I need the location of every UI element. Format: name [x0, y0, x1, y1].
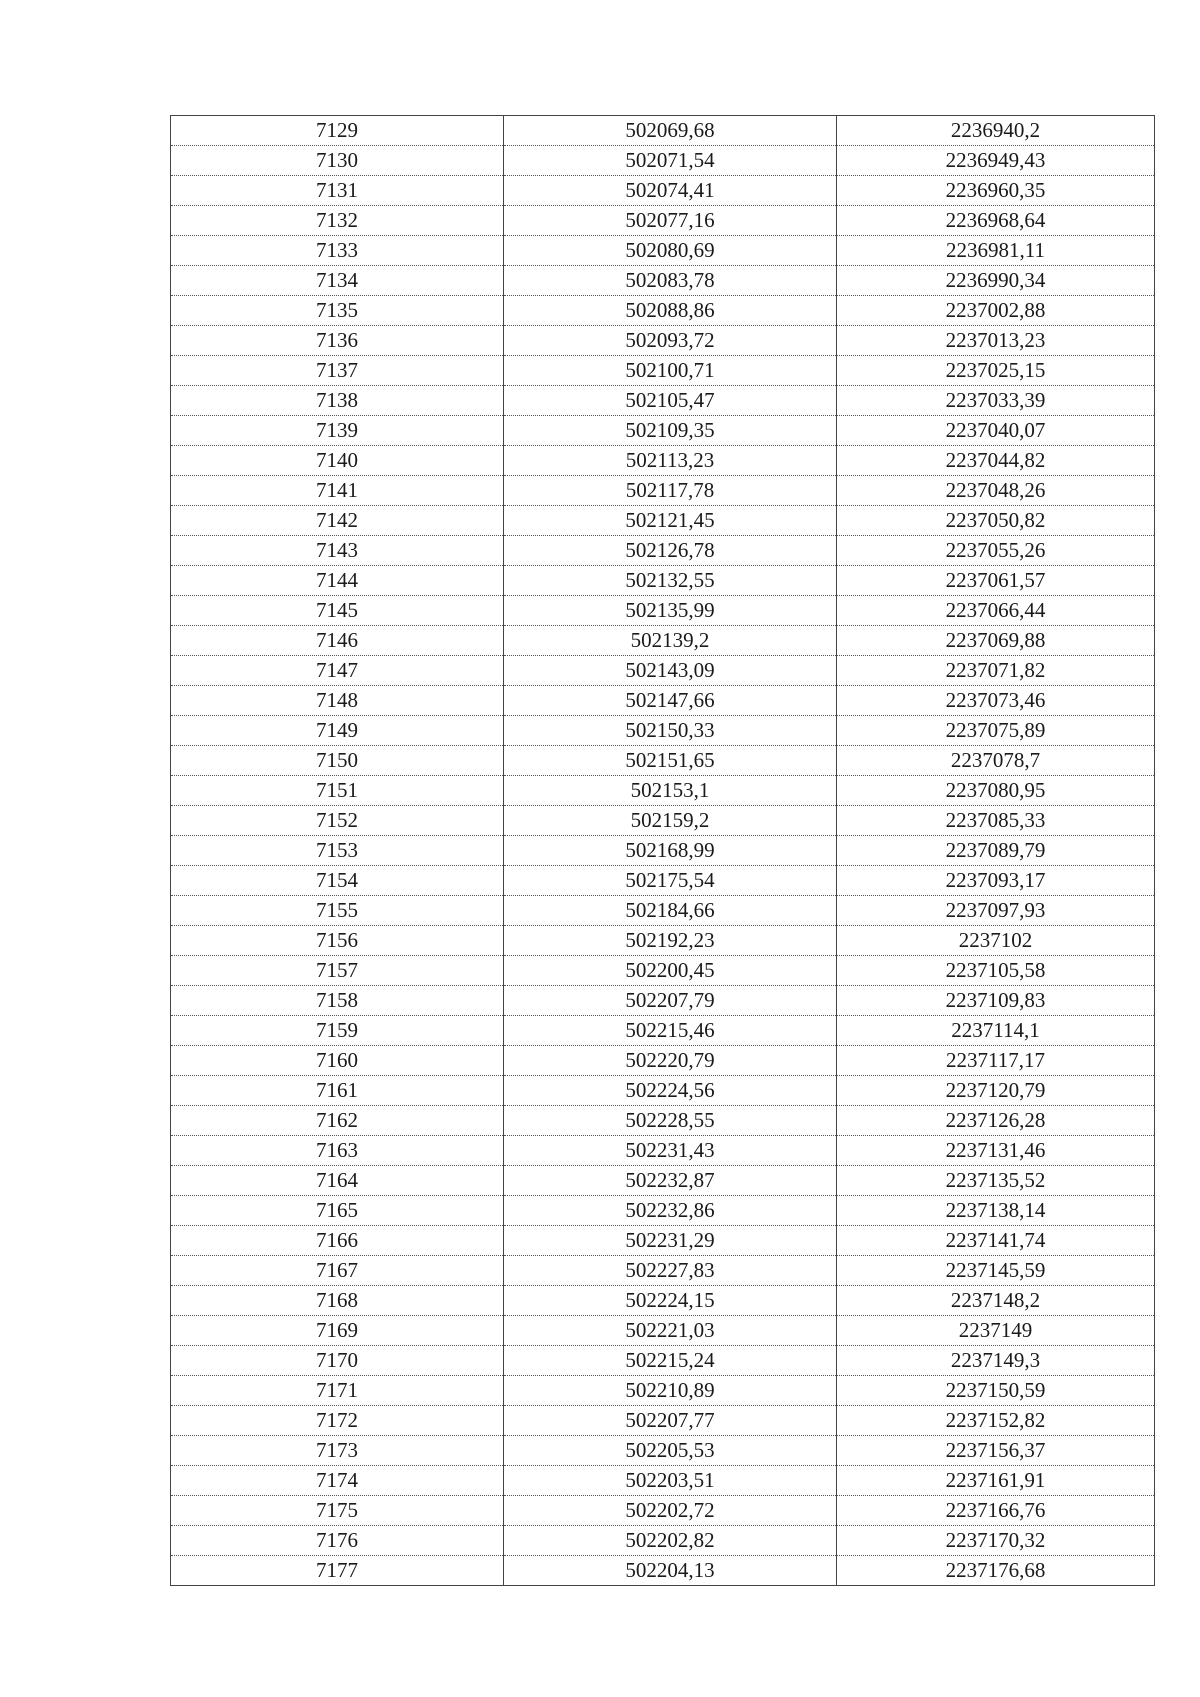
y-coordinate-cell: 2237071,82 — [837, 656, 1155, 686]
table-row — [171, 116, 1155, 146]
point-number-cell: 7153 — [171, 836, 504, 866]
point-number-cell: 7134 — [171, 266, 504, 296]
y-coordinate-cell: 2237148,2 — [837, 1286, 1155, 1316]
table-row — [171, 506, 1155, 536]
y-coordinate-cell: 2237145,59 — [837, 1256, 1155, 1286]
point-number-cell: 7146 — [171, 626, 504, 656]
point-number-cell: 7167 — [171, 1256, 504, 1286]
point-number-cell: 7149 — [171, 716, 504, 746]
y-coordinate-cell: 2237013,23 — [837, 326, 1155, 356]
x-coordinate-cell: 502147,66 — [504, 686, 837, 716]
table-row — [171, 296, 1155, 326]
point-number-cell: 7155 — [171, 896, 504, 926]
table-row — [171, 1376, 1155, 1406]
x-coordinate-cell: 502126,78 — [504, 536, 837, 566]
y-coordinate-cell: 2237131,46 — [837, 1136, 1155, 1166]
table-row — [171, 356, 1155, 386]
y-coordinate-cell: 2237150,59 — [837, 1376, 1155, 1406]
y-coordinate-cell: 2237055,26 — [837, 536, 1155, 566]
x-coordinate-cell: 502100,71 — [504, 356, 837, 386]
point-number-cell: 7152 — [171, 806, 504, 836]
x-coordinate-cell: 502117,78 — [504, 476, 837, 506]
point-number-cell: 7143 — [171, 536, 504, 566]
y-coordinate-cell: 2237080,95 — [837, 776, 1155, 806]
point-number-cell: 7133 — [171, 236, 504, 266]
x-coordinate-cell: 502202,72 — [504, 1496, 837, 1526]
y-coordinate-cell: 2237114,1 — [837, 1016, 1155, 1046]
x-coordinate-cell: 502232,86 — [504, 1196, 837, 1226]
point-number-cell: 7163 — [171, 1136, 504, 1166]
table-row — [171, 1136, 1155, 1166]
point-number-cell: 7145 — [171, 596, 504, 626]
x-coordinate-cell: 502135,99 — [504, 596, 837, 626]
table-row — [171, 656, 1155, 686]
x-coordinate-cell: 502077,16 — [504, 206, 837, 236]
point-number-cell: 7137 — [171, 356, 504, 386]
x-coordinate-cell: 502139,2 — [504, 626, 837, 656]
point-number-cell: 7169 — [171, 1316, 504, 1346]
point-number-cell: 7168 — [171, 1286, 504, 1316]
y-coordinate-cell: 2237089,79 — [837, 836, 1155, 866]
x-coordinate-cell: 502143,09 — [504, 656, 837, 686]
table-row — [171, 266, 1155, 296]
table-row — [171, 1106, 1155, 1136]
table-row — [171, 1046, 1155, 1076]
x-coordinate-cell: 502227,83 — [504, 1256, 837, 1286]
x-coordinate-cell: 502105,47 — [504, 386, 837, 416]
y-coordinate-cell: 2237025,15 — [837, 356, 1155, 386]
x-coordinate-cell: 502205,53 — [504, 1436, 837, 1466]
table-row — [171, 476, 1155, 506]
y-coordinate-cell: 2236981,11 — [837, 236, 1155, 266]
table-row — [171, 866, 1155, 896]
point-number-cell: 7159 — [171, 1016, 504, 1046]
table-row — [171, 716, 1155, 746]
y-coordinate-cell: 2237156,37 — [837, 1436, 1155, 1466]
coordinates-table-body — [171, 116, 1155, 1586]
y-coordinate-cell: 2237161,91 — [837, 1466, 1155, 1496]
y-coordinate-cell: 2237069,88 — [837, 626, 1155, 656]
y-coordinate-cell: 2237135,52 — [837, 1166, 1155, 1196]
y-coordinate-cell: 2237078,7 — [837, 746, 1155, 776]
point-number-cell: 7177 — [171, 1556, 504, 1586]
point-number-cell: 7132 — [171, 206, 504, 236]
table-row — [171, 1016, 1155, 1046]
table-row — [171, 596, 1155, 626]
table-row — [171, 1286, 1155, 1316]
y-coordinate-cell: 2237061,57 — [837, 566, 1155, 596]
y-coordinate-cell: 2237138,14 — [837, 1196, 1155, 1226]
x-coordinate-cell: 502200,45 — [504, 956, 837, 986]
point-number-cell: 7172 — [171, 1406, 504, 1436]
table-row — [171, 776, 1155, 806]
table-row — [171, 836, 1155, 866]
point-number-cell: 7138 — [171, 386, 504, 416]
y-coordinate-cell: 2237050,82 — [837, 506, 1155, 536]
table-row — [171, 896, 1155, 926]
x-coordinate-cell: 502150,33 — [504, 716, 837, 746]
x-coordinate-cell: 502132,55 — [504, 566, 837, 596]
y-coordinate-cell: 2237044,82 — [837, 446, 1155, 476]
y-coordinate-cell: 2237149,3 — [837, 1346, 1155, 1376]
point-number-cell: 7158 — [171, 986, 504, 1016]
point-number-cell: 7174 — [171, 1466, 504, 1496]
point-number-cell: 7175 — [171, 1496, 504, 1526]
y-coordinate-cell: 2237075,89 — [837, 716, 1155, 746]
x-coordinate-cell: 502207,79 — [504, 986, 837, 1016]
y-coordinate-cell: 2237033,39 — [837, 386, 1155, 416]
point-number-cell: 7142 — [171, 506, 504, 536]
table-row — [171, 146, 1155, 176]
point-number-cell: 7136 — [171, 326, 504, 356]
x-coordinate-cell: 502080,69 — [504, 236, 837, 266]
y-coordinate-cell: 2237170,32 — [837, 1526, 1155, 1556]
y-coordinate-cell: 2237002,88 — [837, 296, 1155, 326]
x-coordinate-cell: 502184,66 — [504, 896, 837, 926]
point-number-cell: 7131 — [171, 176, 504, 206]
coordinates-table — [170, 115, 1155, 1586]
table-row — [171, 326, 1155, 356]
y-coordinate-cell: 2237166,76 — [837, 1496, 1155, 1526]
x-coordinate-cell: 502224,15 — [504, 1286, 837, 1316]
table-row — [171, 746, 1155, 776]
point-number-cell: 7164 — [171, 1166, 504, 1196]
point-number-cell: 7147 — [171, 656, 504, 686]
point-number-cell: 7130 — [171, 146, 504, 176]
y-coordinate-cell: 2236949,43 — [837, 146, 1155, 176]
table-row — [171, 536, 1155, 566]
y-coordinate-cell: 2237126,28 — [837, 1106, 1155, 1136]
x-coordinate-cell: 502069,68 — [504, 116, 837, 146]
x-coordinate-cell: 502207,77 — [504, 1406, 837, 1436]
point-number-cell: 7157 — [171, 956, 504, 986]
x-coordinate-cell: 502153,1 — [504, 776, 837, 806]
y-coordinate-cell: 2237141,74 — [837, 1226, 1155, 1256]
y-coordinate-cell: 2237085,33 — [837, 806, 1155, 836]
x-coordinate-cell: 502224,56 — [504, 1076, 837, 1106]
point-number-cell: 7151 — [171, 776, 504, 806]
point-number-cell: 7171 — [171, 1376, 504, 1406]
y-coordinate-cell: 2237102 — [837, 926, 1155, 956]
x-coordinate-cell: 502231,29 — [504, 1226, 837, 1256]
y-coordinate-cell: 2236990,34 — [837, 266, 1155, 296]
point-number-cell: 7170 — [171, 1346, 504, 1376]
point-number-cell: 7161 — [171, 1076, 504, 1106]
y-coordinate-cell: 2237149 — [837, 1316, 1155, 1346]
y-coordinate-cell: 2237066,44 — [837, 596, 1155, 626]
point-number-cell: 7165 — [171, 1196, 504, 1226]
point-number-cell: 7154 — [171, 866, 504, 896]
table-row — [171, 1226, 1155, 1256]
y-coordinate-cell: 2237120,79 — [837, 1076, 1155, 1106]
y-coordinate-cell: 2236960,35 — [837, 176, 1155, 206]
table-row — [171, 1076, 1155, 1106]
x-coordinate-cell: 502109,35 — [504, 416, 837, 446]
table-row — [171, 1496, 1155, 1526]
point-number-cell: 7135 — [171, 296, 504, 326]
point-number-cell: 7139 — [171, 416, 504, 446]
table-row — [171, 956, 1155, 986]
x-coordinate-cell: 502231,43 — [504, 1136, 837, 1166]
x-coordinate-cell: 502083,78 — [504, 266, 837, 296]
x-coordinate-cell: 502159,2 — [504, 806, 837, 836]
table-row — [171, 926, 1155, 956]
point-number-cell: 7141 — [171, 476, 504, 506]
table-row — [171, 1466, 1155, 1496]
x-coordinate-cell: 502151,65 — [504, 746, 837, 776]
x-coordinate-cell: 502168,99 — [504, 836, 837, 866]
point-number-cell: 7150 — [171, 746, 504, 776]
y-coordinate-cell: 2237109,83 — [837, 986, 1155, 1016]
y-coordinate-cell: 2237152,82 — [837, 1406, 1155, 1436]
table-row — [171, 386, 1155, 416]
x-coordinate-cell: 502228,55 — [504, 1106, 837, 1136]
point-number-cell: 7129 — [171, 116, 504, 146]
table-row — [171, 1436, 1155, 1466]
table-row — [171, 986, 1155, 1016]
y-coordinate-cell: 2237097,93 — [837, 896, 1155, 926]
table-row — [171, 626, 1155, 656]
table-row — [171, 446, 1155, 476]
x-coordinate-cell: 502215,46 — [504, 1016, 837, 1046]
x-coordinate-cell: 502210,89 — [504, 1376, 837, 1406]
table-row — [171, 236, 1155, 266]
x-coordinate-cell: 502232,87 — [504, 1166, 837, 1196]
table-row — [171, 1166, 1155, 1196]
table-row — [171, 1256, 1155, 1286]
table-row — [171, 416, 1155, 446]
table-row — [171, 1346, 1155, 1376]
y-coordinate-cell: 2237073,46 — [837, 686, 1155, 716]
point-number-cell: 7162 — [171, 1106, 504, 1136]
x-coordinate-cell: 502203,51 — [504, 1466, 837, 1496]
table-row — [171, 1556, 1155, 1586]
table-row — [171, 1526, 1155, 1556]
table-row — [171, 1196, 1155, 1226]
x-coordinate-cell: 502093,72 — [504, 326, 837, 356]
x-coordinate-cell: 502074,41 — [504, 176, 837, 206]
x-coordinate-cell: 502215,24 — [504, 1346, 837, 1376]
y-coordinate-cell: 2237117,17 — [837, 1046, 1155, 1076]
point-number-cell: 7176 — [171, 1526, 504, 1556]
table-row — [171, 206, 1155, 236]
point-number-cell: 7173 — [171, 1436, 504, 1466]
y-coordinate-cell: 2237176,68 — [837, 1556, 1155, 1586]
y-coordinate-cell: 2236968,64 — [837, 206, 1155, 236]
y-coordinate-cell: 2237093,17 — [837, 866, 1155, 896]
table-row — [171, 686, 1155, 716]
x-coordinate-cell: 502121,45 — [504, 506, 837, 536]
x-coordinate-cell: 502175,54 — [504, 866, 837, 896]
table-row — [171, 806, 1155, 836]
table-row — [171, 1406, 1155, 1436]
y-coordinate-cell: 2236940,2 — [837, 116, 1155, 146]
x-coordinate-cell: 502088,86 — [504, 296, 837, 326]
table-row — [171, 566, 1155, 596]
y-coordinate-cell: 2237040,07 — [837, 416, 1155, 446]
x-coordinate-cell: 502071,54 — [504, 146, 837, 176]
x-coordinate-cell: 502113,23 — [504, 446, 837, 476]
table-row — [171, 176, 1155, 206]
point-number-cell: 7148 — [171, 686, 504, 716]
x-coordinate-cell: 502221,03 — [504, 1316, 837, 1346]
y-coordinate-cell: 2237105,58 — [837, 956, 1155, 986]
x-coordinate-cell: 502204,13 — [504, 1556, 837, 1586]
x-coordinate-cell: 502220,79 — [504, 1046, 837, 1076]
point-number-cell: 7140 — [171, 446, 504, 476]
table-row — [171, 1316, 1155, 1346]
x-coordinate-cell: 502192,23 — [504, 926, 837, 956]
point-number-cell: 7166 — [171, 1226, 504, 1256]
point-number-cell: 7160 — [171, 1046, 504, 1076]
point-number-cell: 7156 — [171, 926, 504, 956]
y-coordinate-cell: 2237048,26 — [837, 476, 1155, 506]
x-coordinate-cell: 502202,82 — [504, 1526, 837, 1556]
point-number-cell: 7144 — [171, 566, 504, 596]
